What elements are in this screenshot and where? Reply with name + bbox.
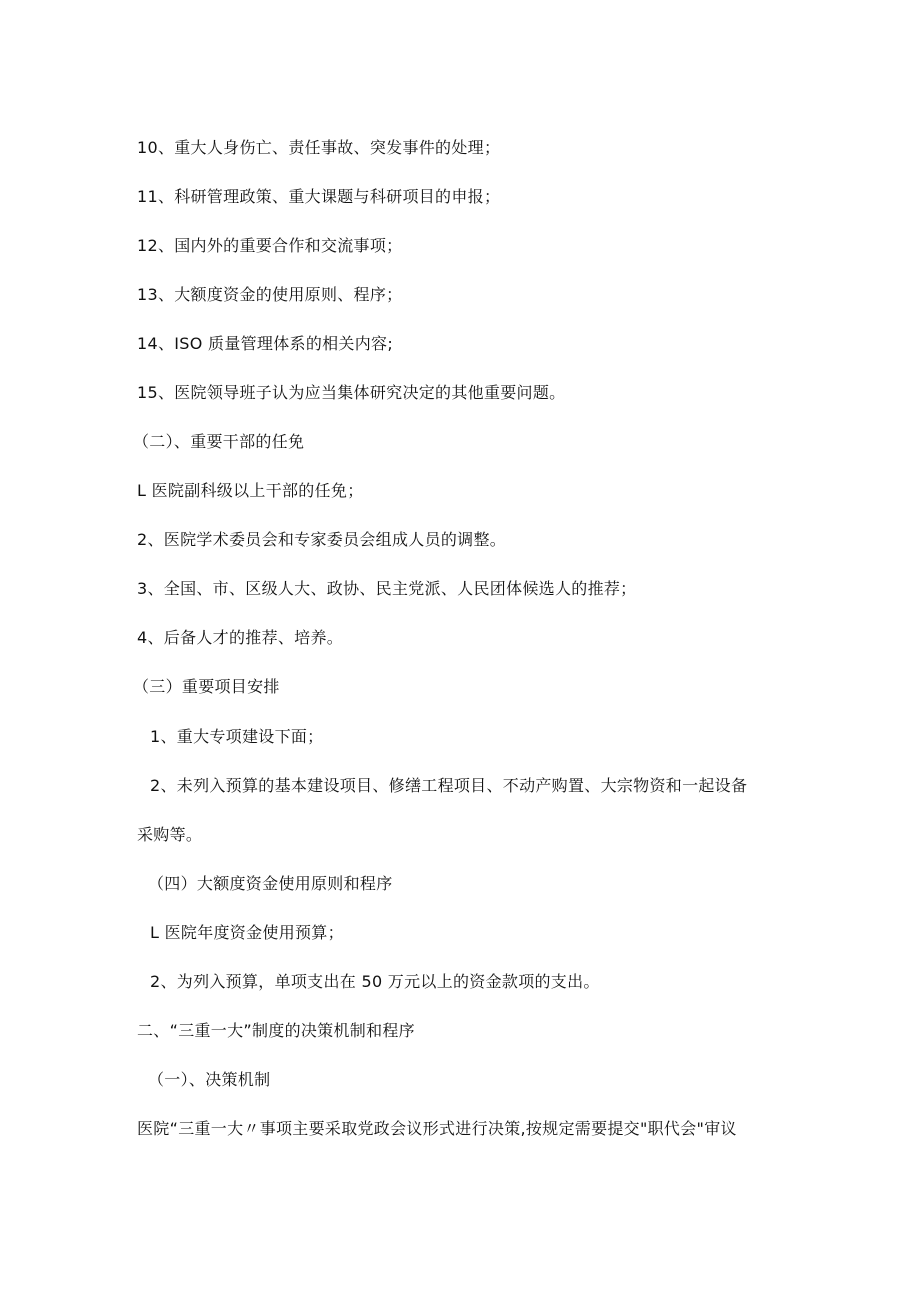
body-paragraph: 医院“三重一大〃事项主要采取党政会议形式进行决策,按规定需要提交"职代会"审议: [137, 1119, 737, 1138]
item-12: 12、国内外的重要合作和交流事项；: [137, 236, 403, 255]
section-heading-4: （四）大额度资金使用原则和程序: [148, 874, 393, 893]
cadre-item-4: 4、后备人才的推荐、培养。: [137, 628, 344, 647]
section-heading-3: （三）重要项目安排: [133, 677, 280, 696]
project-item-2-continuation: 采购等。: [137, 825, 203, 844]
project-item-2: 2、未列入预算的基本建设项目、修缮工程项目、不动产购置、大宗物资和一起设备: [150, 776, 748, 795]
item-10: 10、重大人身伤亡、责任事故、突发事件的处理；: [137, 138, 501, 157]
item-15: 15、医院领导班子认为应当集体研究决定的其他重要问题。: [137, 383, 566, 402]
item-13: 13、大额度资金的使用原则、程序；: [137, 285, 403, 304]
cadre-item-3: 3、全国、市、区级人大、政协、民主党派、人民团体候选人的推荐；: [137, 579, 637, 598]
cadre-item-1: L 医院副科级以上干部的任免；: [137, 481, 364, 500]
chapter-heading-2: 二、“三重一大”制度的决策机制和程序: [137, 1021, 415, 1040]
item-14: 14、ISO 质量管理体系的相关内容;: [137, 334, 394, 353]
section-heading-2: （二）、重要干部的任免: [133, 432, 305, 451]
funds-item-2: 2、为列入预算，单项支出在 50 万元以上的资金款项的支出。: [150, 972, 600, 991]
item-11: 11、科研管理政策、重大课题与科研项目的申报；: [137, 187, 501, 206]
project-item-1: 1、重大专项建设下面；: [150, 727, 324, 746]
funds-item-1: L 医院年度资金使用预算；: [150, 923, 344, 942]
cadre-item-2: 2、医院学术委员会和专家委员会组成人员的调整。: [137, 530, 507, 549]
subsection-heading-decision-mechanism: （一）、决策机制: [148, 1070, 271, 1089]
